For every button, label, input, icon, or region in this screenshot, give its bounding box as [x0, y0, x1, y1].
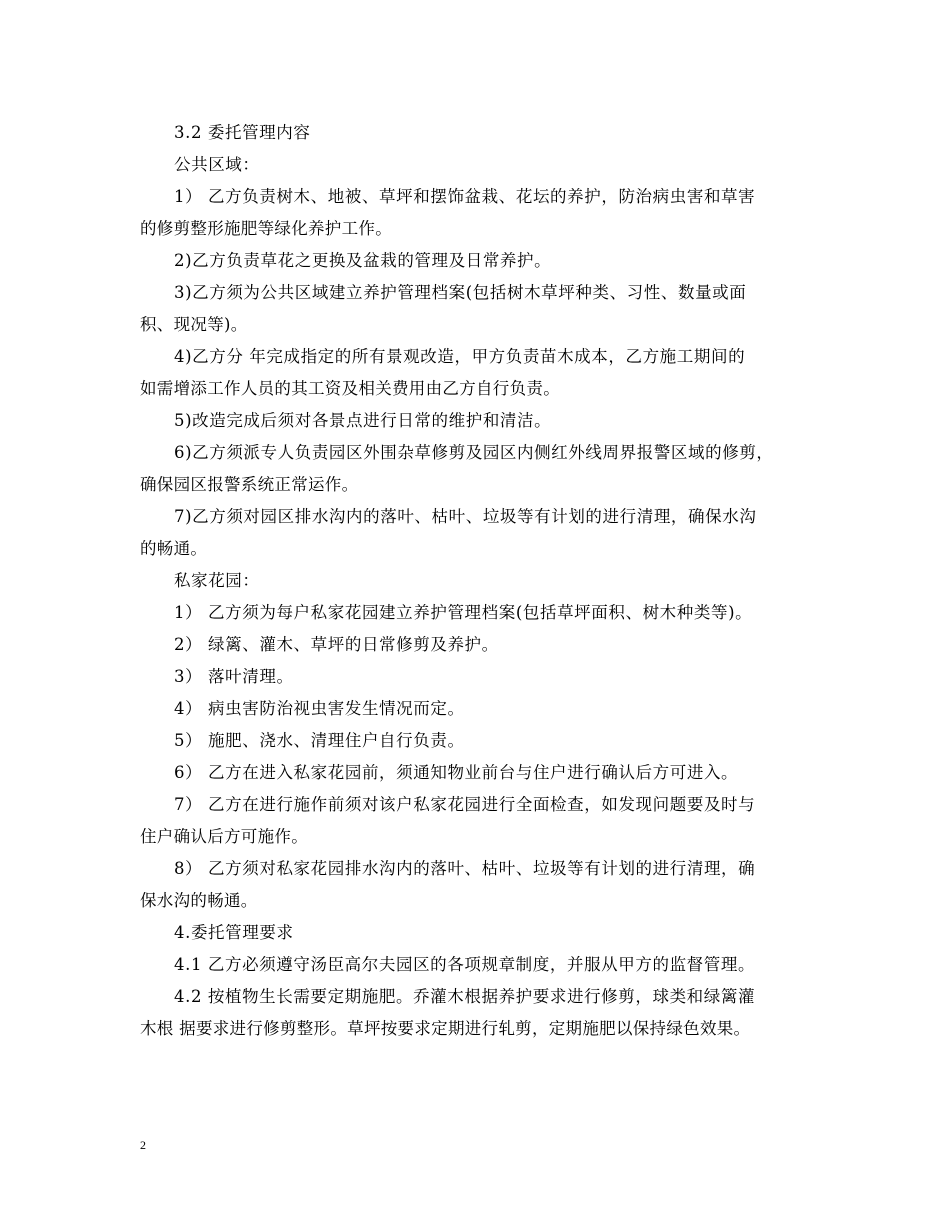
text-line: 公共区域： — [174, 155, 260, 174]
text-line: 6)乙方须派专人负责园区外围杂草修剪及园区内侧红外线周界报警区域的修剪， — [174, 443, 774, 462]
text-line: 的修剪整形施肥等绿化养护工作。 — [140, 219, 392, 238]
text-line: 2） 绿篱、灌木、草坪的日常修剪及养护。 — [174, 635, 499, 654]
text-line: 如需增添工作人员的其工资及相关费用由乙方自行负责。 — [140, 379, 560, 398]
text-line: 木根 据要求进行修剪整形。草坪按要求定期进行轧剪，定期施肥以保持绿色效果。 — [140, 1019, 751, 1038]
text-line: 确保园区报警系统正常运作。 — [140, 475, 359, 494]
text-line: 4.2 按植物生长需要定期施肥。乔灌木根据养护要求进行修剪，球类和绿篱灌 — [174, 987, 756, 1006]
document-body — [140, 117, 820, 1045]
page-number: 2 — [140, 1138, 146, 1152]
text-line: 私家花园： — [174, 571, 260, 590]
text-line: 4)乙方分 年完成指定的所有景观改造，甲方负责苗木成本，乙方施工期间的 — [174, 347, 746, 366]
text-line: 5） 施肥、浇水、清理住户自行负责。 — [174, 731, 465, 750]
text-line: 4.委托管理要求 — [174, 923, 294, 942]
text-line: 6） 乙方在进入私家花园前，须通知物业前台与住户进行确认后方可进入。 — [174, 763, 739, 782]
text-line: 1） 乙方负责树木、地被、草坪和摆饰盆栽、花坛的养护，防治病虫害和草害 — [174, 187, 756, 206]
text-line: 8） 乙方须对私家花园排水沟内的落叶、枯叶、垃圾等有计划的进行清理，确 — [174, 859, 756, 878]
text-line: 保水沟的畅通。 — [140, 891, 258, 910]
text-line: 2)乙方负责草花之更换及盆栽的管理及日常养护。 — [174, 251, 552, 270]
text-line: 住户确认后方可施作。 — [140, 827, 308, 846]
text-line: 3.2 委托管理内容 — [174, 123, 311, 142]
text-line: 5)改造完成后须对各景点进行日常的维护和清洁。 — [174, 411, 552, 430]
text-line: 7)乙方须对园区排水沟内的落叶、枯叶、垃圾等有计划的进行清理，确保水沟 — [174, 507, 757, 526]
text-line: 3） 落叶清理。 — [174, 667, 294, 686]
text-line: 4.1 乙方必须遵守汤臣高尔夫园区的各项规章制度，并服从甲方的监督管理。 — [174, 955, 756, 974]
text-line: 的畅通。 — [140, 539, 208, 558]
text-line: 4） 病虫害防治视虫害发生情况而定。 — [174, 699, 465, 718]
text-line: 7） 乙方在进行施作前须对该户私家花园进行全面检查，如发现问题要及时与 — [174, 795, 756, 814]
text-line: 3)乙方须为公共区域建立养护管理档案(包括树木草坪种类、习性、数量或面 — [174, 283, 747, 302]
text-line: 1） 乙方须为每户私家花园建立养护管理档案(包括草坪面积、树木种类等)。 — [174, 603, 753, 622]
text-line: 积、现况等)。 — [140, 315, 248, 334]
